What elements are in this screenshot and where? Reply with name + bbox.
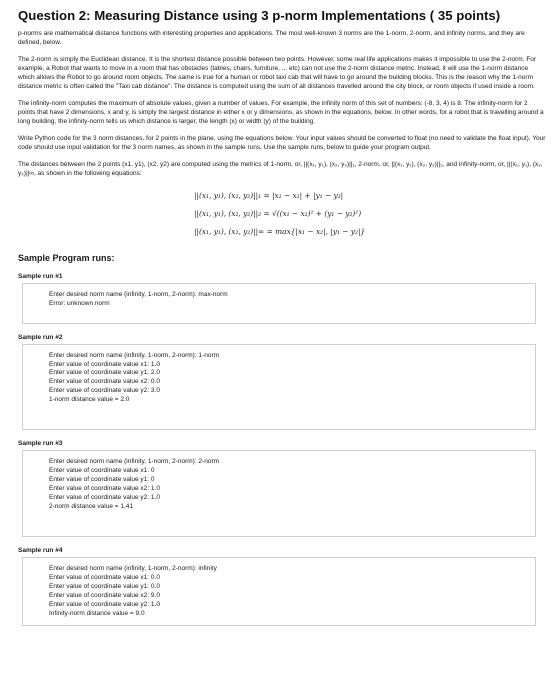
output-line: Enter value of coordinate value y2: 3.0 (49, 387, 160, 395)
sample-run-label: Sample run #4 (18, 547, 63, 555)
output-line: Infinity-norm distance value = 9.0 (49, 610, 145, 617)
sample-run-output (22, 557, 536, 626)
output-line: Enter value of coordinate value x1: 0.0 (49, 574, 160, 582)
equations-block (194, 187, 546, 241)
output-line: Enter desired norm name (infinity, 1-norm, 2-norm): 2-norm (49, 458, 220, 466)
sample-run-label: Sample run #3 (18, 440, 63, 448)
paragraph-instructions: Write Python code for the 3 norm distances, for 2 points in the plane, using the equations below. Your input values should be converted to float (no need to validate the float input). Your code should use input validation for the 3 norm names, as shown in the sample runs. Use the sample runs, below to guide your program output. (18, 134, 546, 151)
output-line: Enter value of coordinate value y2: 1.0 (49, 494, 160, 502)
sample-run-3 (18, 440, 546, 537)
equation-1-norm: ||(x₁, y₁), (x₂, y₂)||₁ = |x₁ − x₂| + |y₁ − y₂| (194, 190, 344, 200)
sample-run-label: Sample run #1 (18, 272, 63, 280)
paragraph-two-norm: The 2-norm is simply the Euclidean distance. It is the shortest distance possible between two points. However, some real life applications makes it impossible to use the 2-norm. For example, a Robot that wants to move in a room that has obstacles (tables, chairs, furniture, ... etc) can not use the 2-norm distance metric. Instead, it will use the 1-norm distance which allows the Robot to go around room objects. The same is true for a human or robot taxi cab that will have to go around the building blocks. This is the reason why the 1-norm distance metric is often called the "Taxi cab distance". The distance is computed using the sum of all distances travelled around the city block, or room objects if used inside a room. (18, 55, 537, 90)
sample-runs-heading: Sample Program runs: (18, 252, 115, 263)
output-line: Enter desired norm name (infinity, 1-norm, 2-norm): infinity (49, 565, 217, 573)
equation-2-norm: ||(x₁, y₁), (x₂, y₂)||₂ = √((x₁ − x₂)² + (y₁ − y₂)²) (194, 208, 362, 218)
question-title: Question 2: Measuring Distance using 3 p-norm Implementations ( 35 points) (18, 8, 501, 23)
sample-run-1 (18, 273, 546, 324)
output-line: Enter desired norm name (infinity, 1-norm, 2-norm): max-norm (49, 290, 228, 298)
sample-run-output (22, 283, 536, 324)
paragraph-infinity-norm: The infinity-norm computes the maximum of absolute values, given a number of values. For example, the infinity norm of this set of numbers: (-8, 3, 4) is 8. The infinity-norm for 2 points that have 2 dimensions, x and y, is simply the largest distance in either x or y dimensions, as shown in the equations, below. In other words, for a robot that is travelling around a long building, the infinity-norm tells us which distance is larger, the length (x) or width (y) of the building. (18, 99, 544, 125)
paragraph-distances: The distances between the 2 points (x1, y1), (x2, y2) are computed using the metrics of 1-norm, or, ||(x₁, y₁), (x₂, y₂)||₁, 2-norm, or, ||(x₁, y₁), (x₂, y₂)||₂, and infinity-norm, or, ||(x₁, y₁), (x₂, y₂)||∞, as shown in the following equations: (18, 160, 543, 177)
output-line: Enter desired norm name (infinity, 1-norm, 2-norm): 1-norm (49, 351, 220, 359)
output-line: 2-norm distance value = 1.41 (49, 503, 134, 511)
output-line: 1-norm distance value = 2.0 (49, 396, 130, 404)
output-line: Enter value of coordinate value x2: 1.0 (49, 485, 160, 493)
sample-run-4 (18, 547, 546, 626)
output-line: Enter value of coordinate value x1: 1.0 (49, 360, 160, 368)
sample-run-2 (18, 334, 546, 431)
paragraph-intro: p-norms are mathematical distance functions with interesting properties and applications. The most well-known 3 norms are the 1-norm, 2-norm, and infinity norms, and they are defined, below. (18, 30, 525, 46)
output-line: Enter value of coordinate value x1: 0 (49, 467, 155, 475)
sample-run-label: Sample run #2 (18, 333, 63, 341)
output-line: Enter value of coordinate value x2: 0.0 (49, 378, 160, 386)
output-line: Enter value of coordinate value y1: 0.0 (49, 583, 160, 591)
output-line: Enter value of coordinate value y2: 1.0 (49, 601, 160, 609)
output-line: Enter value of coordinate value y1: 2.0 (49, 369, 160, 377)
sample-run-output (22, 450, 536, 537)
sample-run-output (22, 344, 536, 431)
output-line: Error: unknown norm (49, 299, 110, 307)
output-line: Enter value of coordinate value x2: 9.0 (49, 592, 160, 600)
equation-infinity-norm: ||(x₁, y₁), (x₂, y₂)||∞ = max{|x₁ − x₂|, |y₁ − y₂|} (194, 226, 366, 236)
output-line: Enter value of coordinate value y1: 0 (49, 476, 155, 484)
